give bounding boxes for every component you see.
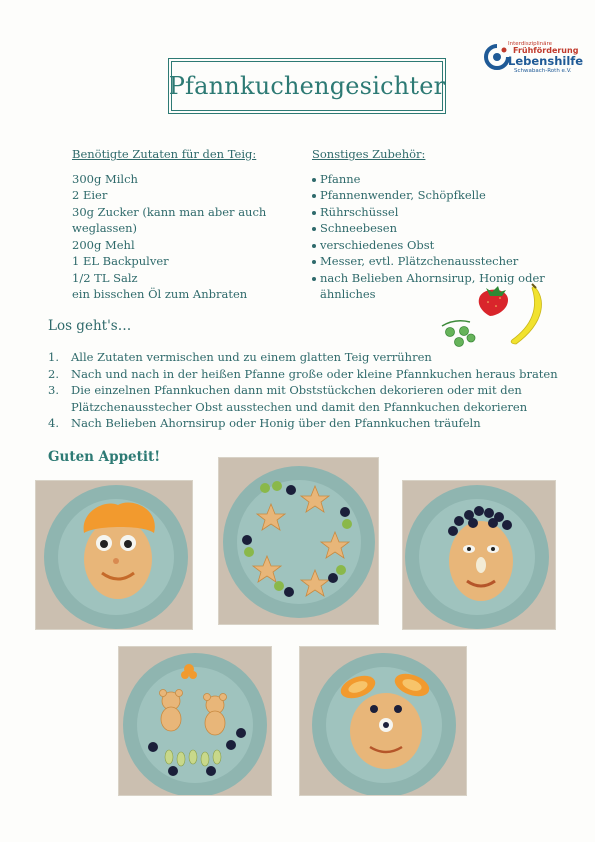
ingredient-item: 30g Zucker (kann man aber auch [72,204,267,219]
photo-pancake-stars [219,458,378,624]
instruction-step [48,415,558,432]
instruction-step-continuation [48,399,558,416]
step-text: Nach und nach in der heißen Pfanne große oder kleine Pfannkuchen heraus braten [71,366,558,381]
ingredient-item: 300g Milch [72,171,138,186]
equipment-heading: Sonstiges Zubehör: [312,147,426,161]
pancake-face-blueberry-hair-image [403,481,555,629]
page-title: Pfannkuchengesichter [168,72,446,100]
ingredients-section [72,146,266,303]
logo-text-line1: Frühförderung [513,46,579,55]
instruction-step [48,366,558,383]
ingredient-item: weglassen) [72,221,138,235]
ingredient-item: 1/2 TL Salz [72,270,138,285]
equipment-item-continuation: ähnliches [320,287,376,301]
step-text: Alle Zutaten vermischen und zu einem glatten Teig verrühren [71,350,432,364]
logo-text-small: Interdisziplinäre [508,41,553,47]
logo-mark-icon [484,44,510,70]
step-number: 3. [48,383,59,397]
equipment-item: Messer, evtl. Plätzchenausstecher [312,253,545,270]
los-gehts-heading: Los geht's… [48,318,132,334]
photo-pancake-teddy-bears [119,647,271,795]
pancake-bunny-face-image [300,647,466,795]
title-box [168,58,446,114]
equipment-item: Pfanne [312,171,545,188]
equipment-section [312,146,545,303]
equipment-item: Rührschüssel [312,204,545,221]
instruction-step [48,349,558,366]
lebenshilfe-logo [480,38,585,78]
step-number: 1. [48,350,59,364]
step-text: Nach Belieben Ahornsirup oder Honig über den Pfannkuchen träufeln [71,416,481,430]
photo-pancake-bunny-face [300,647,466,795]
photo-pancake-face-curly-hair [36,481,192,629]
step-text: Plätzchenausstecher Obst ausstechen und damit den Pfannkuchen dekorieren [71,399,528,414]
step-number [48,399,71,416]
fruit-illustration-icon [438,282,550,350]
pancake-teddy-bears-image [119,647,271,795]
instruction-steps [48,349,558,432]
ingredient-item: 200g Mehl [72,237,135,252]
ingredient-item: ein bisschen Öl zum Anbraten [72,287,248,301]
closing-text: Guten Appetit! [48,449,161,465]
logo-text-line3: Schwabach-Roth e.V. [514,68,572,74]
pancake-face-curly-hair-image [36,481,192,629]
equipment-item: verschiedenes Obst [312,237,545,254]
instruction-step [48,382,558,399]
equipment-item: Schneebesen [312,220,545,237]
ingredient-item: 1 EL Backpulver [72,254,169,268]
photo-pancake-face-blueberry-hair [403,481,555,629]
equipment-item: Pfannenwender, Schöpfkelle [312,187,545,204]
ingredients-heading: Benötigte Zutaten für den Teig: [72,147,257,161]
ingredient-item: 2 Eier [72,188,108,202]
pancake-stars-image [219,458,378,624]
logo-text-line2: Lebenshilfe [508,54,584,68]
step-number: 2. [48,366,59,381]
equipment-item: nach Belieben Ahornsirup, Honig oder [312,270,545,287]
step-text: Die einzelnen Pfannkuchen dann mit Obststückchen dekorieren oder mit den [71,383,522,397]
step-number: 4. [48,416,59,430]
